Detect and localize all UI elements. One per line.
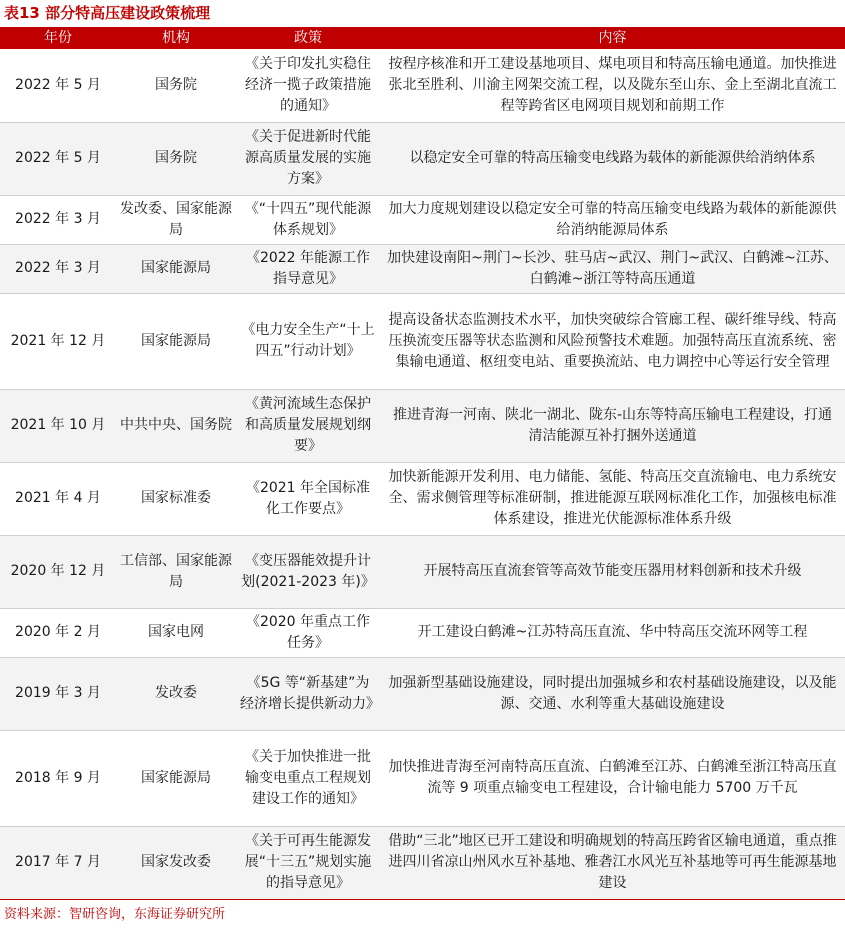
bottom-divider xyxy=(0,899,845,900)
table-row xyxy=(0,195,845,244)
cell-content: 推进青海一河南、陕北一湖北、陇东-山东等特高压输电工程建设，打通清洁能源互补打捆外送通道 xyxy=(380,389,845,462)
cell-org: 国务院 xyxy=(116,122,236,195)
cell-year: 2017 年 7 月 xyxy=(0,826,116,899)
table-row xyxy=(0,462,845,535)
header-policy: 政策 xyxy=(236,27,380,49)
table-header-row xyxy=(0,27,845,49)
cell-policy: 《2022 年能源工作指导意见》 xyxy=(236,244,380,293)
cell-org: 国家标准委 xyxy=(116,462,236,535)
cell-policy: 《电力安全生产“十上四五”行动计划》 xyxy=(236,293,380,389)
cell-content: 开展特高压直流套管等高效节能变压器用材料创新和技术升级 xyxy=(380,535,845,608)
cell-org: 中共中央、国务院 xyxy=(116,389,236,462)
table-row xyxy=(0,122,845,195)
table-row xyxy=(0,608,845,657)
cell-content: 以稳定安全可靠的特高压输变电线路为载体的新能源供给消纳体系 xyxy=(380,122,845,195)
cell-year: 2022 年 3 月 xyxy=(0,244,116,293)
cell-year: 2021 年 10 月 xyxy=(0,389,116,462)
source-note: 资料来源：智研咨询，东海证券研究所 xyxy=(4,907,226,922)
header-org: 机构 xyxy=(116,27,236,49)
cell-org: 发改委、国家能源局 xyxy=(116,195,236,244)
cell-year: 2020 年 2 月 xyxy=(0,608,116,657)
cell-content: 加快建设南阳~荆门~长沙、驻马店~武汉、荆门~武汉、白鹤滩~江苏、白鹤滩~浙江等特高压通道 xyxy=(380,244,845,293)
cell-org: 国家能源局 xyxy=(116,293,236,389)
cell-policy: 《变压器能效提升计划(2021-2023 年)》 xyxy=(236,535,380,608)
cell-year: 2022 年 5 月 xyxy=(0,122,116,195)
cell-org: 发改委 xyxy=(116,657,236,730)
cell-content: 加强新型基础设施建设，同时提出加强城乡和农村基础设施建设，以及能源、交通、水利等重大基础设施建设 xyxy=(380,657,845,730)
cell-year: 2019 年 3 月 xyxy=(0,657,116,730)
cell-policy: 《“十四五”现代能源体系规划》 xyxy=(236,195,380,244)
cell-policy: 《5G 等“新基建”为经济增长提供新动力》 xyxy=(236,657,380,730)
table-row xyxy=(0,535,845,608)
table-row xyxy=(0,49,845,122)
cell-policy: 《2020 年重点工作任务》 xyxy=(236,608,380,657)
cell-year: 2022 年 3 月 xyxy=(0,195,116,244)
cell-content: 加大力度规划建设以稳定安全可靠的特高压输变电线路为载体的新能源供给消纳能源局体系 xyxy=(380,195,845,244)
table-row xyxy=(0,657,845,730)
cell-policy: 《关于可再生能源发展“十三五”规划实施的指导意见》 xyxy=(236,826,380,899)
cell-org: 工信部、国家能源局 xyxy=(116,535,236,608)
table-row xyxy=(0,244,845,293)
cell-policy: 《黄河流域生态保护和高质量发展规划纲要》 xyxy=(236,389,380,462)
table-row xyxy=(0,293,845,389)
table-title: 表13 部分特高压建设政策梳理 xyxy=(4,4,211,22)
cell-content: 按程序核准和开工建设基地项目、煤电项目和特高压输电通道。加快推进张北至胜利、川渝主网架交流工程，以及陇东至山东、金上至湖北直流工程等跨省区电网项目规划和前期工作 xyxy=(380,49,845,122)
cell-year: 2018 年 9 月 xyxy=(0,730,116,826)
table-row xyxy=(0,826,845,899)
cell-year: 2021 年 4 月 xyxy=(0,462,116,535)
table-row xyxy=(0,730,845,826)
cell-org: 国家能源局 xyxy=(116,730,236,826)
cell-org: 国家电网 xyxy=(116,608,236,657)
cell-policy: 《关于印发扎实稳住经济一揽子政策措施的通知》 xyxy=(236,49,380,122)
cell-policy: 《2021 年全国标准化工作要点》 xyxy=(236,462,380,535)
cell-content: 提高设备状态监测技术水平，加快突破综合管廊工程、碳纤维导线、特高压换流变压器等状态监测和风险预警技术难题。加强特高压直流系统、密集输电通道、枢纽变电站、重要换流站、电力调控中心等运行安全管理 xyxy=(380,293,845,389)
cell-content: 借助“三北”地区已开工建设和明确规划的特高压跨省区输电通道，重点推进四川省凉山州风水互补基地、雅砻江水风光互补基地等可再生能源基地建设 xyxy=(380,826,845,899)
cell-content: 开工建设白鹤滩~江苏特高压直流、华中特高压交流环网等工程 xyxy=(380,608,845,657)
table-row xyxy=(0,389,845,462)
cell-policy: 《关于加快推进一批输变电重点工程规划建设工作的通知》 xyxy=(236,730,380,826)
cell-org: 国务院 xyxy=(116,49,236,122)
cell-policy: 《关于促进新时代能源高质量发展的实施方案》 xyxy=(236,122,380,195)
policy-table xyxy=(0,27,845,900)
cell-year: 2020 年 12 月 xyxy=(0,535,116,608)
header-year: 年份 xyxy=(0,27,116,49)
cell-year: 2022 年 5 月 xyxy=(0,49,116,122)
cell-year: 2021 年 12 月 xyxy=(0,293,116,389)
cell-org: 国家发改委 xyxy=(116,826,236,899)
cell-org: 国家能源局 xyxy=(116,244,236,293)
cell-content: 加快新能源开发利用、电力储能、氢能、特高压交直流输电、电力系统安全、需求侧管理等标准研制，推进能源互联网标准化工作，加强核电标准体系建设，推进光伏能源标准体系升级 xyxy=(380,462,845,535)
header-content: 内容 xyxy=(380,27,845,49)
cell-content: 加快推进青海至河南特高压直流、白鹤滩至江苏、白鹤滩至浙江特高压直流等 9 项重点输变电工程建设，合计输电能力 5700 万千瓦 xyxy=(380,730,845,826)
